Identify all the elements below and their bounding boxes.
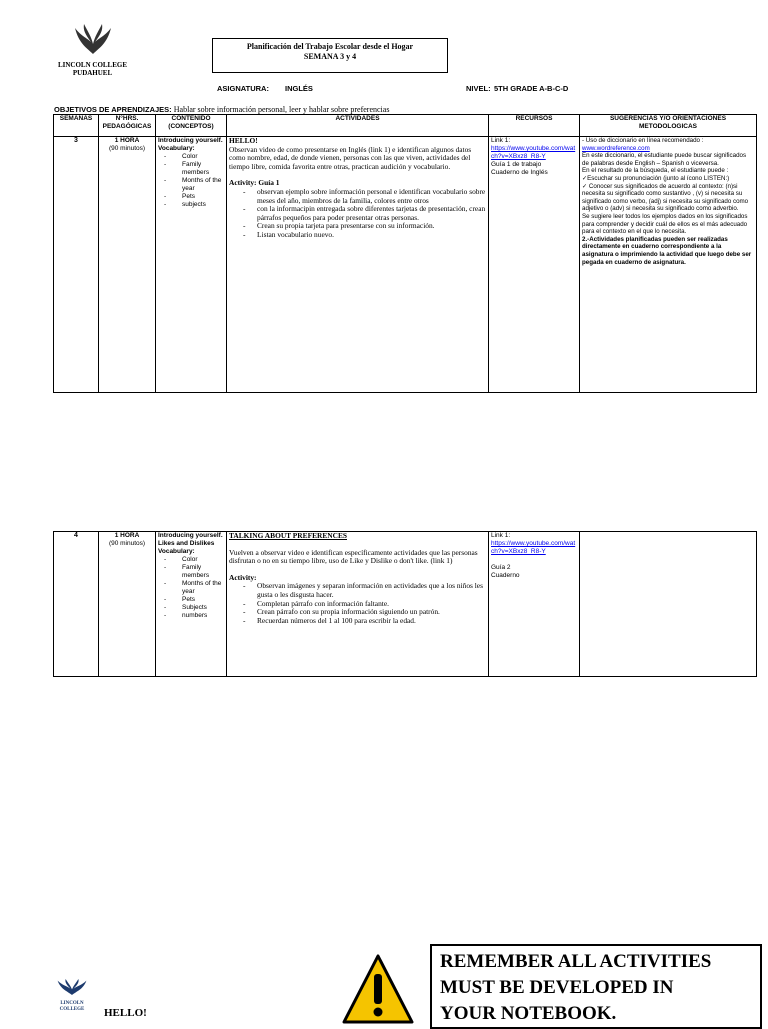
content-cell xyxy=(156,137,227,393)
content-cell xyxy=(156,532,227,677)
school-place: PUDAHUEL xyxy=(72,69,113,77)
activity-title: TALKING ABOUT PREFERENCES xyxy=(229,531,347,540)
suggestions-cell xyxy=(580,137,757,393)
activities-cell xyxy=(227,137,489,393)
list-item: - Crean párrafo con su propia información siguiendo un patrón. xyxy=(257,608,486,617)
resources-cell xyxy=(489,137,580,393)
list-item: - Family members xyxy=(176,161,224,177)
vocab-list xyxy=(158,556,224,620)
footer-logo xyxy=(50,978,94,1013)
wings-emblem-icon xyxy=(73,22,113,56)
list-item: - Pets xyxy=(176,596,224,604)
suggestion-paragraph: En este diccionario, el estudiante puede buscar significados de palabras desde English – Spanish o viceversa. En el resultado de la búsqueda, el estudiante puede : xyxy=(582,152,747,175)
youtube-link[interactable]: https://www.youtube.com/watch?v=XBxz8_R8-Y xyxy=(491,540,576,555)
resource-link-label: Link 1: xyxy=(491,137,511,144)
school-name: LINCOLN COLLEGE xyxy=(57,61,128,69)
table-header-row xyxy=(54,115,757,137)
remember-line-3: YOUR NOTEBOOK. xyxy=(440,1003,617,1024)
footer-school-name: LINCOLN COLLEGE xyxy=(59,1001,85,1012)
vocab-list xyxy=(158,153,224,209)
suggestion-activities-note: 2.-Actividades planificadas pueden ser realizadas directamente en cuaderno correspondiente a la asignatura o imprimiendo la actividad que luego debe ser pegada en cuaderno de asignatura. xyxy=(582,235,752,266)
col-hrs: N°HRS. PEDAGÓGICAS xyxy=(99,115,156,137)
planning-table-week3 xyxy=(53,114,757,393)
col-sugerencias: SUGERENCIAS Y/O ORIENTACIONES METODOLOGICAS xyxy=(580,115,757,137)
suggestions-cell xyxy=(580,532,757,677)
asignatura-label: ASIGNATURA: xyxy=(217,84,269,93)
suggestion-line: - Uso de diccionario en línea recomendado : xyxy=(582,137,704,144)
content-vocab-label: Vocabulary: xyxy=(158,548,195,555)
list-item: - Crean su propia tarjeta para presentarse con su información. xyxy=(257,222,486,231)
list-item: - Family members xyxy=(176,564,224,580)
hours-cell xyxy=(99,137,156,393)
warning-icon xyxy=(340,952,416,1024)
table-row xyxy=(54,137,757,393)
planning-table-week4 xyxy=(53,531,757,677)
list-item: - Months of the year xyxy=(176,580,224,596)
hours-main: 1 HORA xyxy=(114,532,140,539)
col-recursos: RECURSOS xyxy=(489,115,580,137)
list-item: - Color xyxy=(176,556,224,564)
hours-cell xyxy=(99,532,156,677)
list-item: - numbers xyxy=(176,612,224,620)
table-row xyxy=(54,532,757,677)
hours-sub: (90 minutos) xyxy=(108,540,146,547)
youtube-link[interactable]: https://www.youtube.com/watch?v=XBxz8_R8-Y xyxy=(491,145,576,160)
wordreference-link[interactable]: www.wordreference.com xyxy=(582,144,650,152)
hours-main: 1 HORA xyxy=(114,137,140,144)
col-semanas: SEMANAS xyxy=(54,115,99,137)
col-contenido: CONTENIDO (CONCEPTOS) xyxy=(156,115,227,137)
suggestion-context: ✓ Conocer sus significados de acuerdo al contexto: (n)si necesita su significado como sustantivo , (v) si necesita su significado como verbo, (adj) si necesita su significado como adjetivo o (adv) si necesita su significado como adverbio. Se sugiere leer todos los ejemplos dados en los significados para comprender y decidir cuál de ellos es el más adecuado para el contexto en el que lo necesita. xyxy=(582,182,749,236)
objetivos-value: Hablar sobre información personal, leer y hablar sobre preferencias xyxy=(173,105,390,114)
week-number: 4 xyxy=(54,532,99,677)
activity-list xyxy=(229,582,486,625)
objetivos-label: OBJETIVOS DE APRENDIZAJES: xyxy=(54,105,172,114)
school-logo xyxy=(55,22,130,77)
week-number: 3 xyxy=(54,137,99,393)
resource-notebook: Cuaderno xyxy=(491,572,520,579)
resource-link-label: Link 1: xyxy=(491,532,511,539)
title-line-1: Planificación del Trabajo Escolar desde el Hogar xyxy=(246,42,414,51)
list-item: - con la informacipin entregada sobre diferentes tarjetas de presentación, crean párrafos pequeños para poder presentar otras personas. xyxy=(257,205,486,222)
wings-emblem-icon xyxy=(56,978,88,996)
list-item: - Color xyxy=(176,153,224,161)
title-line-2: SEMANA 3 y 4 xyxy=(303,52,357,61)
remember-notice xyxy=(430,944,762,1029)
activity-paragraph: Vuelven a observar video e identifican específicamente actividades que las personas disfrutan o no en su tiempo libre, uso de Like y Dislike o don't like. (link 1) xyxy=(229,547,478,566)
remember-line-2: MUST BE DEVELOPED IN xyxy=(440,977,674,998)
list-item: - Completan párrafo con información faltante. xyxy=(257,600,486,609)
footer-hello: HELLO! xyxy=(104,1007,147,1019)
list-item: - Pets xyxy=(176,193,224,201)
document-title xyxy=(212,38,448,73)
content-subtitle: Likes and Dislikes xyxy=(158,540,215,547)
resource-guide: Guía 2 xyxy=(491,564,511,571)
activity-guide-label: Activity: Guía 1 xyxy=(229,178,280,188)
content-title: Introducing yourself. xyxy=(158,532,223,539)
list-item: - observan ejemplo sobre información personal e identifican vocabulario sobre meses del año, miembros de la familia, colores entre otros xyxy=(257,188,486,205)
nivel-value: 5TH GRADE A-B-C-D xyxy=(494,84,569,93)
remember-line-1: REMEMBER ALL ACTIVITIES xyxy=(440,951,712,972)
hours-sub: (90 minutos) xyxy=(108,145,146,152)
activities-cell xyxy=(227,532,489,677)
list-item: - Subjects xyxy=(176,604,224,612)
list-item: - subjects xyxy=(176,201,224,209)
activity-guide-label: Activity: xyxy=(229,572,257,582)
objetivos-line xyxy=(54,105,389,114)
col-actividades: ACTIVIDADES xyxy=(227,115,489,137)
list-item: - Observan imágenes y separan información en actividades que a los niños les gusta o les disgusta hacer. xyxy=(257,582,486,599)
content-title: Introducing yourself. xyxy=(158,137,223,144)
resource-notebook: Cuaderno de Inglés xyxy=(491,169,548,176)
activity-list xyxy=(229,188,486,240)
list-item: - Months of the year xyxy=(176,177,224,193)
resources-cell xyxy=(489,532,580,677)
suggestion-listen: ✓Escuchar su pronunciación (junto al ícono LISTEN:) xyxy=(582,174,730,182)
activity-title: HELLO! xyxy=(229,136,258,145)
list-item: - Listan vocabulario nuevo. xyxy=(257,231,486,240)
content-vocab-label: Vocabulary: xyxy=(158,145,195,152)
nivel-label: NIVEL: xyxy=(466,84,491,93)
resource-guide: Guía 1 de trabajo xyxy=(491,161,542,168)
activity-paragraph: Observan video de como presentarse en Inglés (link 1) e identifican algunos datos como nombre, edad, de donde vienen, personas con las que viven, actividades del tiempo libre, comida favorita entre otras, practican audición y vocabulario. xyxy=(229,144,472,171)
list-item: - Recuerdan números del 1 al 100 para escribir la edad. xyxy=(257,617,486,626)
asignatura-value: INGLÉS xyxy=(285,84,313,93)
